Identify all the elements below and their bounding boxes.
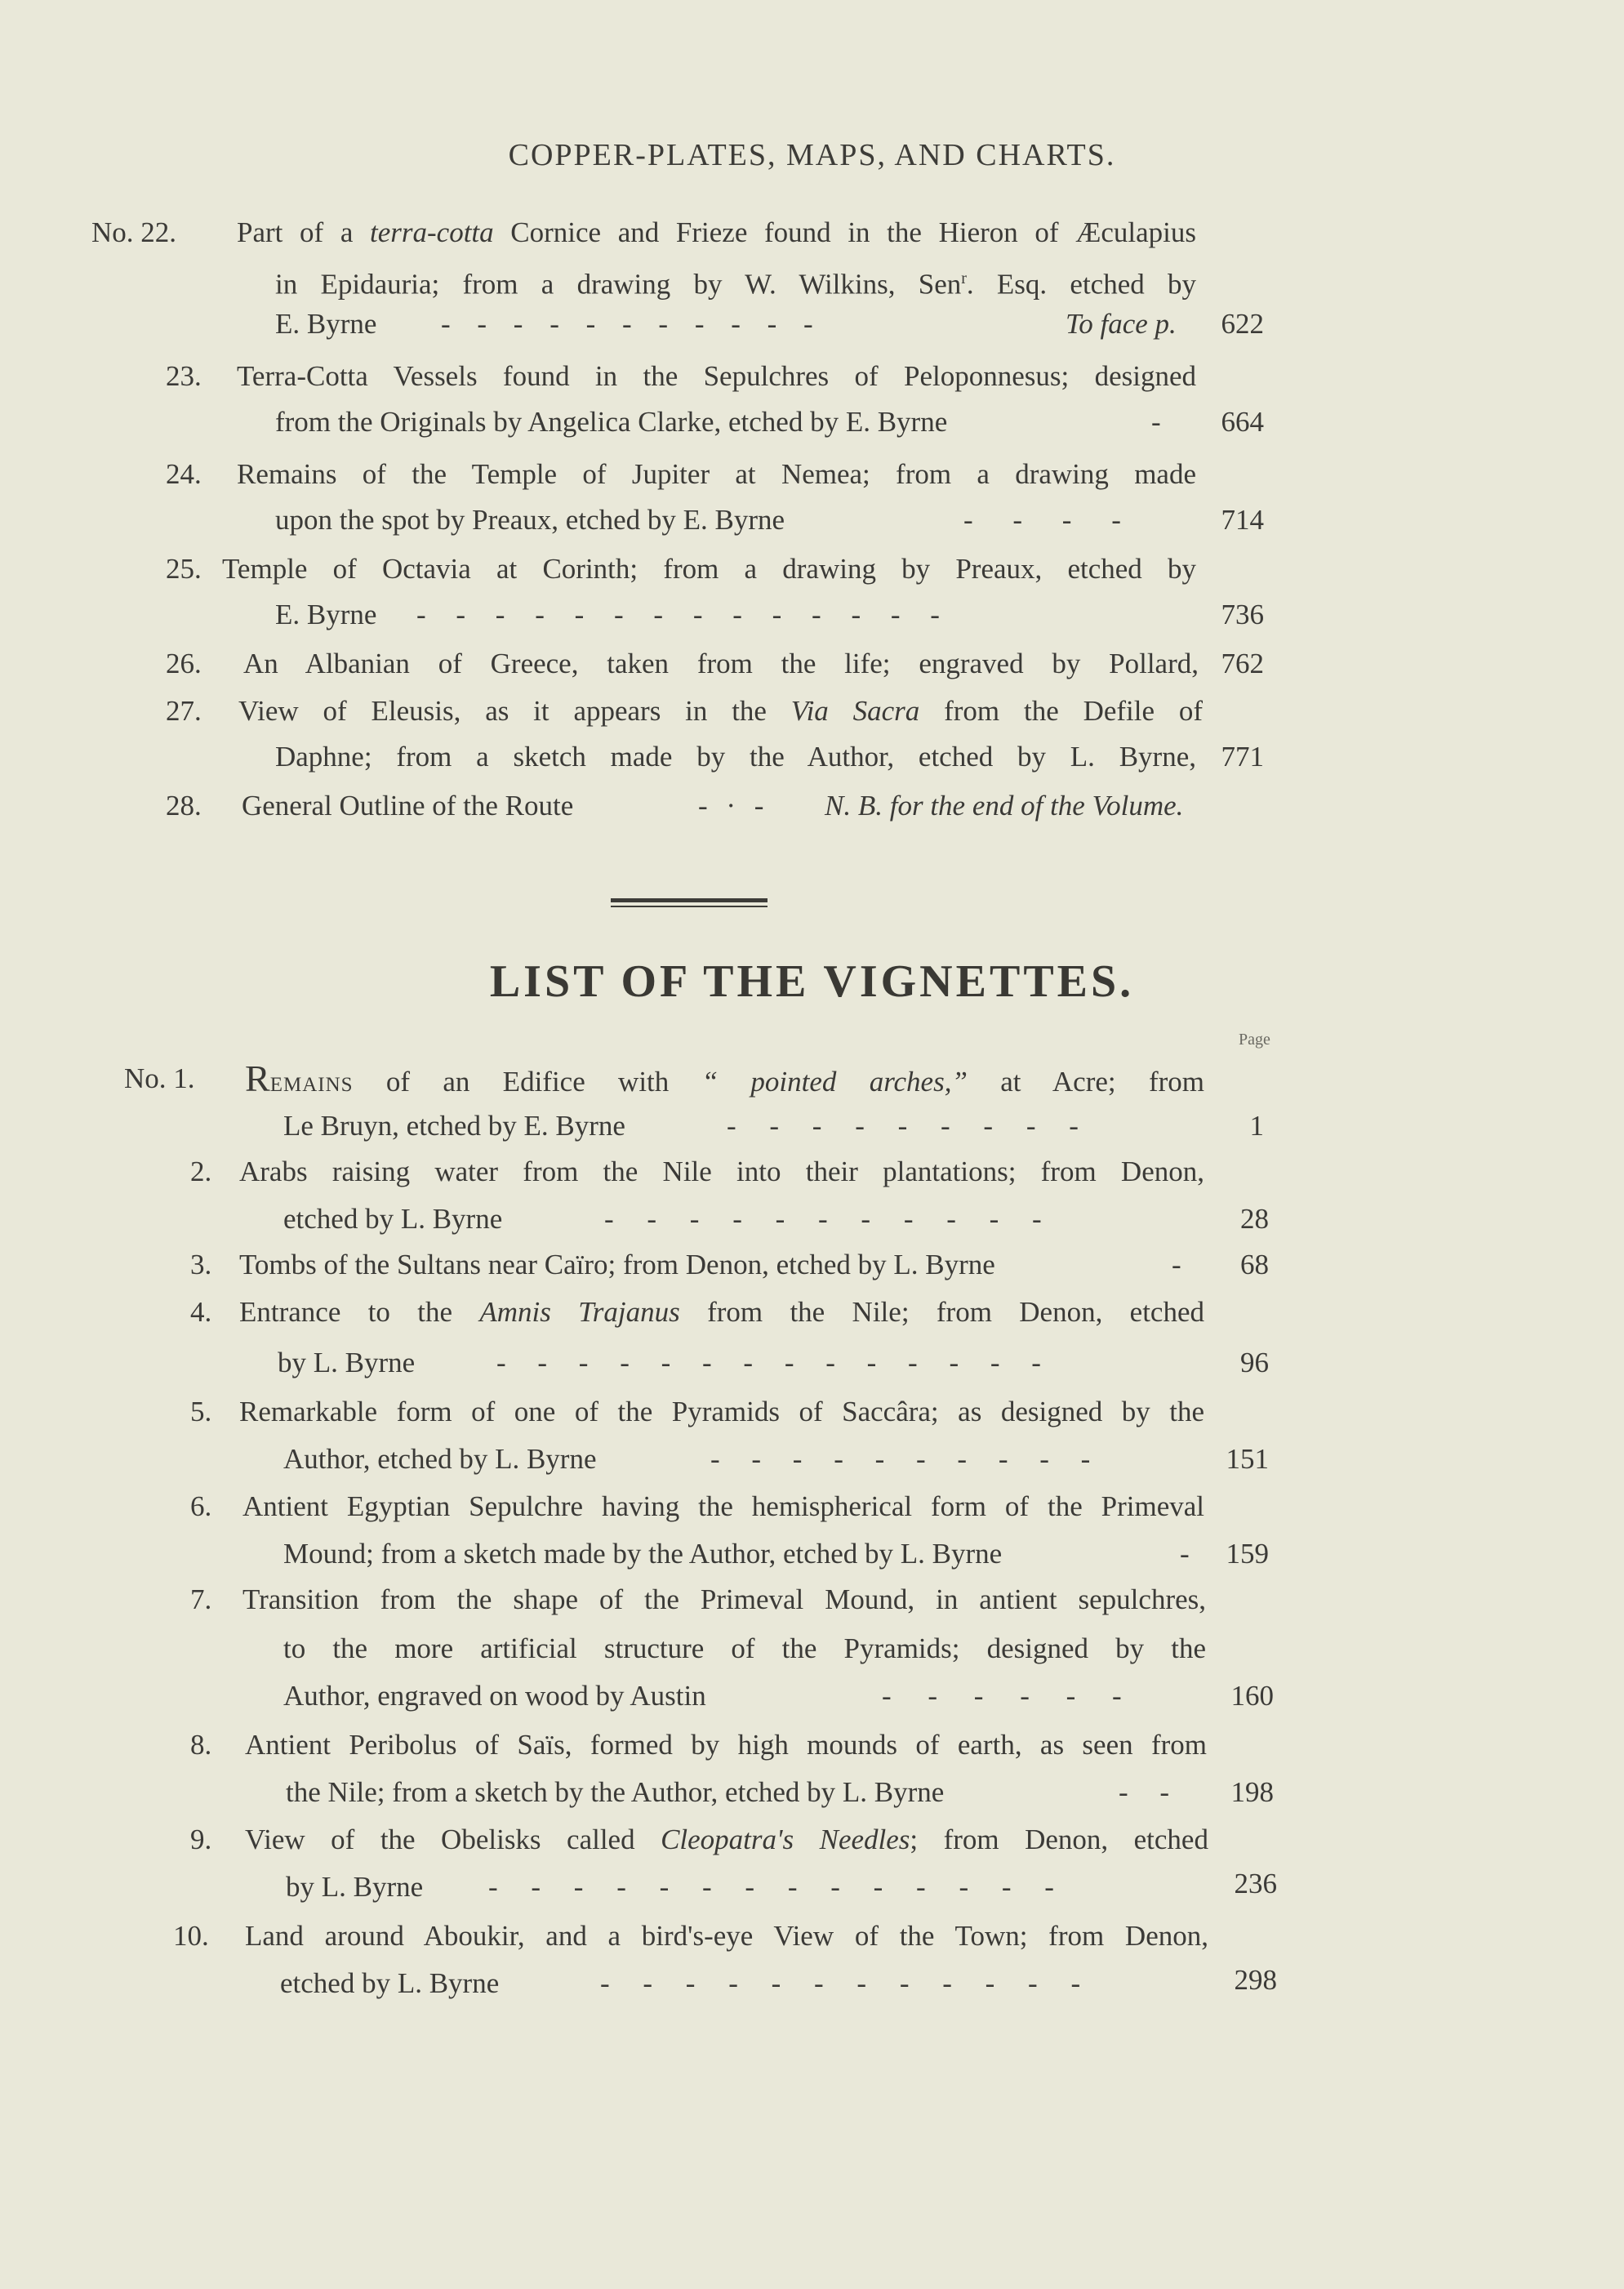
page-number: 298 [1234,1964,1277,1996]
page-number: 622 [1221,308,1264,340]
leader-dashes: - - - - - - - - - - - [604,1203,1042,1235]
entry-text: Transition from the shape of the Primeval Mound, in antient sepulchres, [242,1583,1206,1615]
entry-text: Tombs of the Sultans near Caïro; from Denon, etched by L. Byrne [239,1249,995,1280]
entry-text: etched by L. Byrne [280,1967,500,1999]
entry-text: Mound; from a sketch made by the Author, etched by L. Byrne [283,1538,1003,1570]
entry-number: 8. [190,1729,212,1761]
entry-number: 2. [190,1156,212,1187]
leader-dashes: - · - [698,790,764,822]
entry-text: etched by L. Byrne [283,1203,503,1235]
entry-number: 6. [190,1490,212,1522]
entry-text: Author, engraved on wood by Austin [283,1680,706,1712]
entry-number: No. 22. [91,216,177,248]
entry-text: E. Byrne [275,308,377,340]
entry-number: 24. [166,458,202,490]
entry-text: View of the Obelisks called Cleopatra's Needles; from Denon, etched [245,1824,1208,1855]
leader-dashes: - - - - - - - - - - - - [600,1967,1081,1999]
entry-text: Author, etched by L. Byrne [283,1443,597,1475]
entry-number: 5. [190,1396,212,1427]
entry-text: in Epidauria; from a drawing by W. Wilkins, Sen$^r$. Esq. etched by [275,268,1196,301]
entry-number: 10. [173,1920,209,1952]
entry-text: by L. Byrne [278,1347,416,1378]
leader-dashes: - - [1119,1776,1170,1808]
entry-text: Temple of Octavia at Corinth; from a drawing by Preaux, etched by [222,553,1196,585]
page-number: 159 [1226,1538,1269,1570]
leader-dashes: - [1172,1249,1181,1280]
leader-dashes: - - - - - - - - - - [710,1443,1091,1475]
double-rule [611,906,768,907]
entry-text: Antient Egyptian Sepulchre having the hemispherical form of the Primeval [242,1490,1204,1522]
entry-text: Remarkable form of one of the Pyramids of Saccâra; as designed by the [239,1396,1204,1427]
page-number: 714 [1221,504,1264,536]
page-column-label: Page [1239,1031,1270,1049]
page-number: 771 [1221,741,1264,773]
leader-dashes: - - - - - - - - - [727,1110,1079,1142]
entry-text: Land around Aboukir, and a bird's-eye View of the Town; from Denon, [245,1920,1208,1952]
entry-text: Antient Peribolus of Saïs, formed by high mounds of earth, as seen from [245,1729,1207,1761]
entry-text: Entrance to the Amnis Trajanus from the Nile; from Denon, etched [239,1296,1204,1328]
leader-dashes: - - - - - - - - - - - [441,308,813,340]
entry-text: Remains of the Temple of Jupiter at Nemea; from a drawing made [237,458,1196,490]
leader-dashes: - - - - - - [882,1680,1122,1712]
entry-number: 26. [166,648,202,679]
page-number: 736 [1221,599,1264,630]
page-number: 96 [1240,1347,1269,1378]
page-number: 28 [1240,1203,1269,1235]
entry-text: An Albanian of Greece, taken from the life; engraved by Pollard, [243,648,1199,679]
entry-text: by L. Byrne [286,1871,424,1903]
leader-dashes: - [1151,406,1161,438]
entry-text: the Nile; from a sketch by the Author, etched by L. Byrne [286,1776,945,1808]
entry-number: No. 1. [124,1062,195,1094]
entry-number: 23. [166,360,202,392]
section-title: LIST OF THE VIGNETTES. [489,956,1135,1007]
page-number: 68 [1240,1249,1269,1280]
entry-text: View of Eleusis, as it appears in the Via Sacra from the Defile of [238,695,1203,727]
entry-number: 4. [190,1296,212,1328]
entry-text: Le Bruyn, etched by E. Byrne [283,1110,625,1142]
entry-number: 9. [190,1824,212,1855]
entry-text: Arabs raising water from the Nile into their plantations; from Denon, [239,1156,1204,1187]
page-number: 160 [1230,1680,1274,1712]
page-number: 236 [1234,1868,1277,1899]
leader-dashes: - [1180,1538,1190,1570]
entry-text: E. Byrne [275,599,377,630]
entry-text: from the Originals by Angelica Clarke, etched by E. Byrne [275,406,948,438]
running-head: COPPER-PLATES, MAPS, AND CHARTS. [508,138,1116,172]
leader-dashes: - - - - - - - - - - - - - - [496,1347,1041,1378]
leader-dashes: - - - - - - - - - - - - - - [488,1871,1054,1903]
leader-dashes: - - - - [963,504,1121,536]
entry-text: General Outline of the Route [242,790,574,822]
entry-text: Terra-Cotta Vessels found in the Sepulchres of Peloponnesus; designed [237,360,1196,392]
entry-text: to the more artificial structure of the Pyramids; designed by the [283,1632,1206,1664]
page-number: 762 [1221,648,1264,679]
volume-reference: N. B. for the end of the Volume. [825,790,1184,822]
entry-text: Remains of an Edifice with “ pointed arches,” at Acre; from [245,1058,1204,1099]
entry-number: 25. [166,553,202,585]
entry-number: 7. [190,1583,212,1615]
entry-text: upon the spot by Preaux, etched by E. Byrne [275,504,785,536]
page-number: 1 [1249,1110,1264,1142]
entry-text: Daphne; from a sketch made by the Author, etched by L. Byrne, [275,741,1196,773]
entry-number: 3. [190,1249,212,1280]
entry-number: 28. [166,790,202,822]
entry-text: Part of a terra-cotta Cornice and Frieze found in the Hieron of Æculapius [237,216,1196,248]
page-number: 664 [1221,406,1264,438]
leader-dashes: - - - - - - - - - - - - - - [416,599,940,630]
page-number: 198 [1230,1776,1274,1808]
page-prefix: To face p. [1066,308,1177,340]
page-number: 151 [1226,1443,1269,1475]
double-rule [611,898,768,902]
entry-number: 27. [166,695,202,727]
